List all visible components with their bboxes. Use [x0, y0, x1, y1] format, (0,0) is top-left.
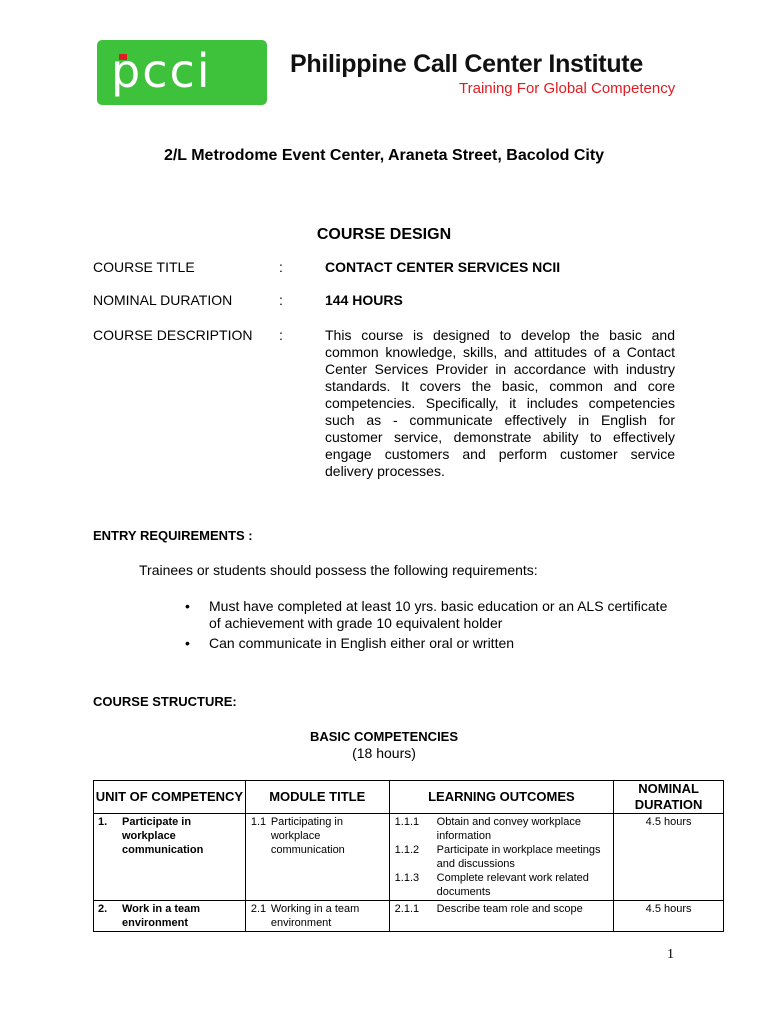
- module-cell: [245, 901, 389, 932]
- venue-address: 2/L Metrodome Event Center, Araneta Street, Bacolod City: [163, 147, 605, 164]
- unit-of-competency-header: UNIT OF COMPETENCY: [94, 781, 246, 814]
- outcome-item: [395, 815, 610, 843]
- competency-table: [93, 780, 724, 932]
- duration-cell: [614, 901, 724, 932]
- outcome-text: Participate in workplace meetings and discussions: [436, 844, 601, 870]
- course-structure-heading: COURSE STRUCTURE:: [93, 694, 237, 709]
- outcome-text: Obtain and convey workplace information: [436, 816, 581, 842]
- course-title-value: CONTACT CENTER SERVICES NCII: [325, 259, 561, 275]
- outcome-item: [395, 902, 610, 916]
- unit-cell: [94, 901, 246, 932]
- nominal-duration-colon: :: [279, 292, 283, 308]
- outcome-number: 2.1.1: [394, 903, 420, 915]
- outcomes-cell: [389, 901, 614, 932]
- table-row: [94, 814, 724, 901]
- nominal-duration-value: 144 HOURS: [325, 292, 403, 308]
- duration-value: 4.5 hours: [645, 903, 692, 915]
- document-title: COURSE DESIGN: [316, 226, 452, 243]
- duration-cell: [614, 814, 724, 901]
- outcomes-cell: [389, 814, 614, 901]
- unit-title: Participate in workplace communication: [122, 816, 204, 856]
- list-item: [185, 598, 680, 632]
- outcome-text: Describe team role and scope: [436, 903, 583, 915]
- outcome-item: [395, 843, 610, 871]
- course-title-label: COURSE TITLE: [93, 259, 195, 275]
- entry-requirements-list: [185, 598, 680, 655]
- entry-requirements-intro: Trainees or students should possess the following requirements:: [139, 562, 538, 578]
- unit-number: 2.: [98, 903, 108, 915]
- module-cell: [245, 814, 389, 901]
- nominal-duration-label: NOMINAL DURATION: [93, 292, 233, 308]
- unit-title: Work in a team environment: [122, 903, 201, 929]
- unit-cell: [94, 814, 246, 901]
- bullet-icon: •: [185, 598, 190, 614]
- course-description-colon: :: [279, 327, 283, 343]
- basic-competencies-hours: (18 hours): [352, 745, 416, 761]
- module-title-header: MODULE TITLE: [245, 781, 389, 814]
- list-item-text: Must have completed at least 10 yrs. basic education or an ALS certificate of achievement with grade 10 equivalent holder: [209, 598, 668, 631]
- outcome-number: 1.1.2: [394, 844, 420, 856]
- page-number: 1: [667, 947, 674, 962]
- outcome-item: [395, 871, 610, 899]
- module-number: 2.1: [250, 903, 267, 915]
- nominal-duration-header: NOMINAL DURATION: [614, 781, 724, 814]
- course-description-text: This course is designed to develop the basic and common knowledge, skills, and attitudes of a Contact Center Services Provider in accordance with industry standards. It covers the basic, common and core competencies. Specifically, it includes competencies such as - communicate effectively in English for customer service, demonstrate ability to effectively engage customers and perform customer service delivery processes.: [325, 327, 675, 479]
- module-number: 1.1: [250, 816, 267, 828]
- unit-number: 1.: [98, 816, 108, 828]
- organization-tagline: Training For Global Competency: [459, 80, 676, 97]
- course-title-colon: :: [279, 259, 283, 275]
- logo-text: pcci: [111, 44, 212, 98]
- module-title: Participating in workplace communication: [270, 816, 345, 856]
- list-item: [185, 635, 680, 652]
- outcome-number: 1.1.1: [394, 816, 420, 828]
- module-title: Working in a team environment: [270, 903, 360, 929]
- learning-outcomes-header: LEARNING OUTCOMES: [389, 781, 614, 814]
- bullet-icon: •: [185, 635, 190, 651]
- entry-requirements-heading: ENTRY REQUIREMENTS :: [93, 528, 253, 543]
- list-item-text: Can communicate in English either oral or written: [209, 635, 515, 651]
- outcome-number: 1.1.3: [394, 872, 420, 884]
- duration-value: 4.5 hours: [645, 816, 692, 828]
- organization-name: Philippine Call Center Institute: [290, 50, 643, 78]
- table-header-row: [94, 781, 724, 814]
- table-row: [94, 901, 724, 932]
- basic-competencies-heading: BASIC COMPETENCIES: [309, 729, 459, 744]
- pcci-logo: [97, 40, 267, 105]
- outcome-text: Complete relevant work related documents: [436, 872, 589, 898]
- course-description-label: COURSE DESCRIPTION: [93, 327, 253, 343]
